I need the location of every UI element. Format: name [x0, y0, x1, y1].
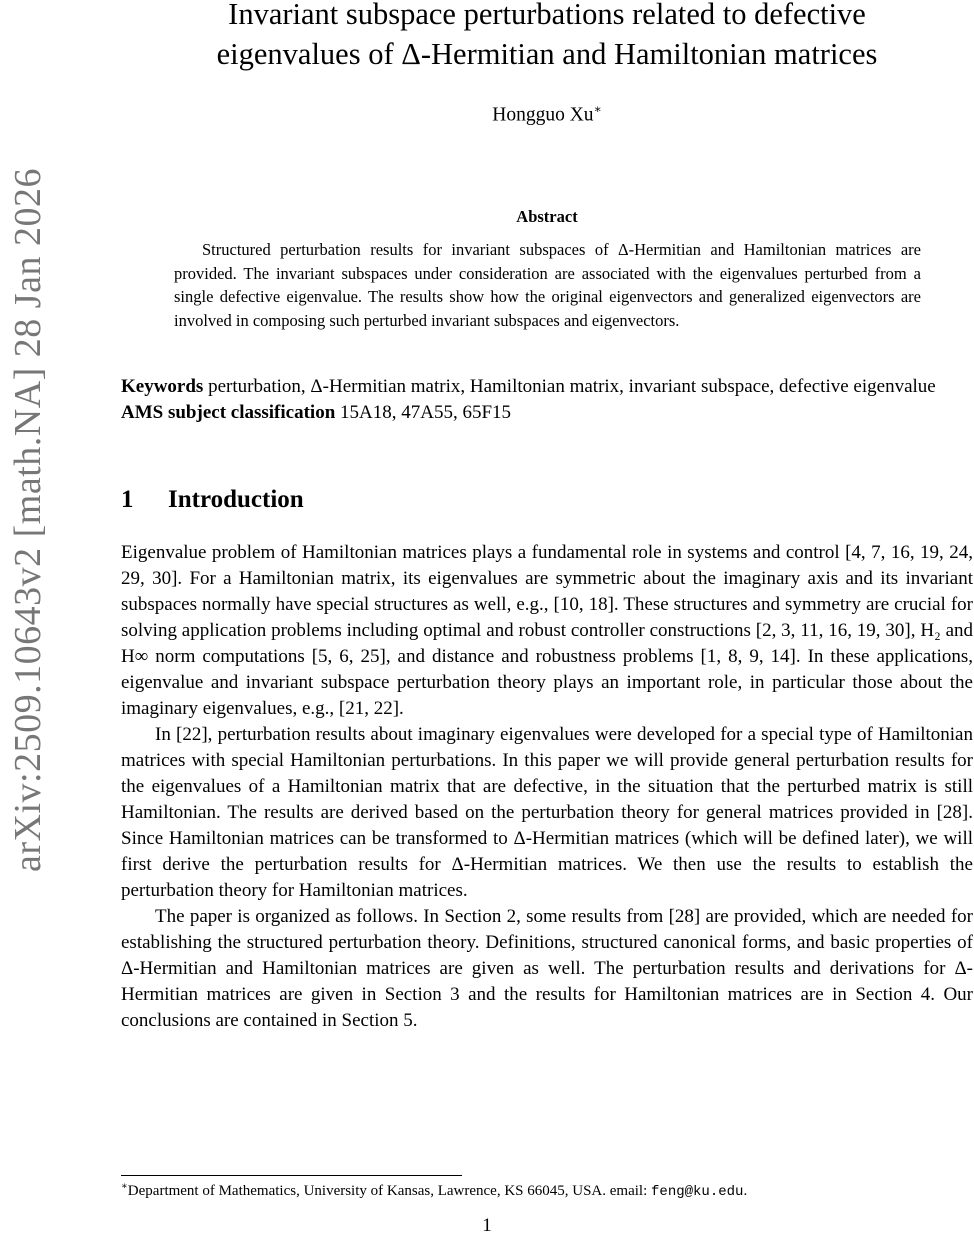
paper-title: [120, 0, 974, 74]
ams-label: AMS subject classification: [121, 401, 336, 423]
author: [120, 102, 974, 127]
footnote: [121, 1181, 973, 1200]
author-footnote-mark: ∗: [593, 102, 602, 116]
author-name: Hongguo Xu: [492, 104, 594, 126]
footnote-rule: [121, 1175, 462, 1176]
title-line-2: eigenvalues of Δ-Hermitian and Hamiltonian matrices: [216, 37, 878, 71]
arxiv-stamp: [0, 0, 56, 1200]
paragraph-3: The paper is organized as follows. In Section 2, some results from [28] are provided, which are needed for establishing the structured perturbation theory. Definitions, structured canonical forms, and basic properties of Δ-Hermitian and Hamiltonian matrices are given as well. The perturbation results and derivations for Δ-Hermitian matrices are given in Section 3 and the results for Hamiltonian matrices are in Section 4. Our conclusions are contained in Section 5.: [121, 906, 973, 1031]
footnote-mark: ∗: [121, 1181, 128, 1192]
page-number: 1: [482, 1215, 492, 1236]
footnote-end: .: [743, 1183, 748, 1199]
title-line-1: Invariant subspace perturbations related to defective: [228, 0, 866, 31]
section-number: 1: [121, 486, 134, 513]
arxiv-identifier: arXiv:2509.10643v2 [math.NA] 28 Jan 2026: [7, 168, 49, 872]
abstract-heading: Abstract: [516, 207, 578, 226]
section-heading: [121, 486, 304, 514]
keywords-block: [121, 374, 973, 425]
section-title: Introduction: [168, 486, 304, 513]
keywords-text: perturbation, Δ-Hermitian matrix, Hamiltonian matrix, invariant subspace, defective eigenvalue: [203, 376, 936, 397]
footnote-email[interactable]: feng@ku.edu: [651, 1184, 744, 1200]
ams-line: [121, 400, 973, 426]
paragraph-2: In [22], perturbation results about imaginary eigenvalues were developed for a special type of Hamiltonian matrices with special Hamiltonian perturbations. In this paper we will provide general perturbation results for the eigenvalues of a Hamiltonian matrix that are defective, in the situation that the perturbed matrix is still Hamiltonian. The results are derived based on the perturbation theory for general matrices provided in [28]. Since Hamiltonian matrices can be transformed to Δ-Hermitian matrices (which will be defined later), we will first derive the perturbation results for Δ-Hermitian matrices. We then use the results to establish the perturbation theory for Hamiltonian matrices.: [121, 724, 973, 901]
paragraph-1: Eigenvalue problem of Hamiltonian matrices plays a fundamental role in systems and control [4, 7, 16, 19, 24, 29, 30]. For a Hamiltonian matrix, its eigenvalues are symmetric about the imaginary axis and its invariant subspaces normally have special structures as well, e.g., [10, 18]. These structures and symmetry are crucial for solving application problems including optimal and robust controller constructions [2, 3, 11, 16, 19, 30], H₂ and H∞ norm computations [5, 6, 25], and distance and robustness problems [1, 8, 9, 14]. In these applications, eigenvalue and invariant subspace perturbation theory plays an important role, in particular those about the imaginary eigenvalues, e.g., [21, 22].: [121, 542, 973, 719]
body-text: [121, 540, 973, 1034]
footnote-text: Department of Mathematics, University of Kansas, Lawrence, KS 66045, USA. email:: [127, 1183, 652, 1199]
abstract-text: Structured perturbation results for invariant subspaces of Δ-Hermitian and Hamiltonian matrices are provided. The invariant subspaces under consideration are associated with the eigenvalues perturbed from a single defective eigenvalue. The results show how the original eigenvectors and generalized eigenvectors are involved in composing such perturbed invariant subspaces and eigenvectors.: [174, 240, 921, 330]
keywords-line: [121, 374, 973, 400]
keywords-label: Keywords: [121, 376, 204, 397]
ams-text: 15A18, 47A55, 65F15: [335, 401, 512, 423]
